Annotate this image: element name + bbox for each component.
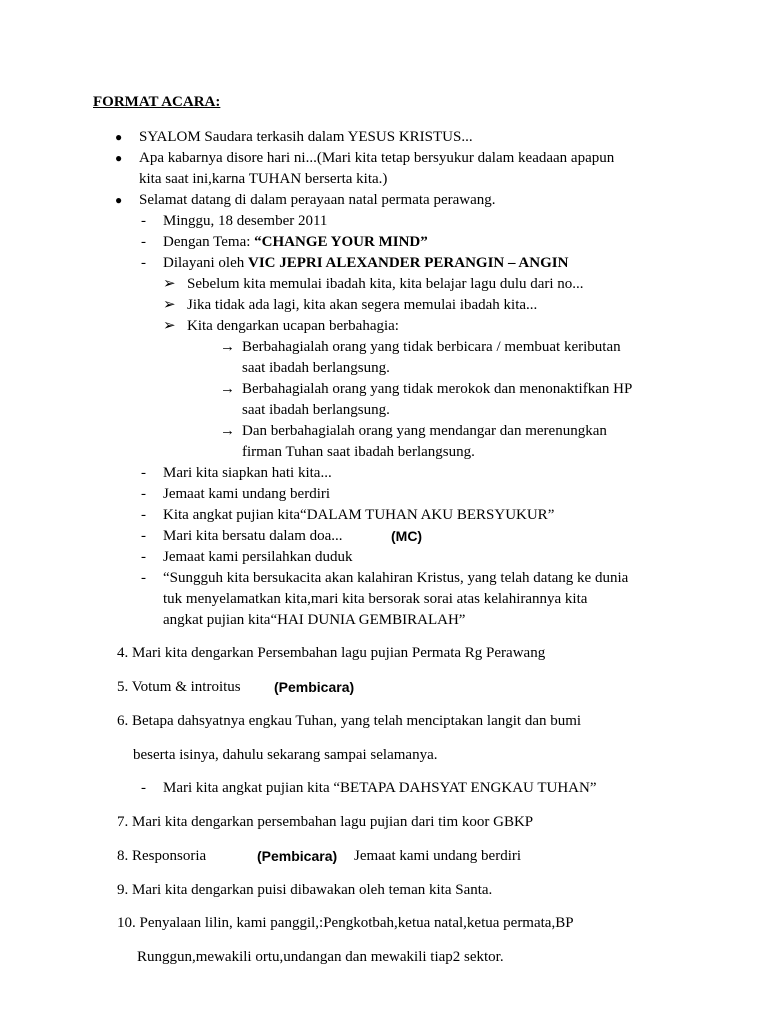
numbered-item: 8. Responsoria [117, 848, 207, 864]
dash-item-continued: tuk menyelamatkan kita,mari kita bersorak sorai atas kelahirannya kita [163, 591, 588, 607]
numbered-item: 5. Votum & introitus [117, 679, 241, 695]
dash-item: “Sungguh kita bersukacita akan kalahiran Kristus, yang telah datang ke dunia [163, 570, 629, 586]
blessing-line: saat ibadah berlangsung. [242, 360, 390, 376]
arrow-head-icon: ➢ [163, 297, 176, 313]
dash-marker: - [141, 255, 146, 271]
bullet-icon: ● [115, 193, 123, 207]
numbered-item: 10. Penyalaan lilin, kami panggil,:Pengkotbah,ketua natal,ketua permata,BP [117, 915, 574, 931]
page-title: FORMAT ACARA: [93, 94, 221, 110]
theme-label: Dengan Tema: [163, 234, 255, 250]
preacher-label: Dilayani oleh [163, 255, 248, 271]
dash-marker: - [141, 465, 146, 481]
speaker-tag: (Pembicara) [274, 679, 355, 695]
dash-marker: - [141, 234, 146, 250]
dash-item: Jemaat kami persilahkan duduk [163, 549, 353, 565]
bullet-item: Selamat datang di dalam perayaan natal permata perawang. [139, 192, 496, 208]
numbered-item: 9. Mari kita dengarkan puisi dibawakan oleh teman kita Santa. [117, 882, 493, 898]
preacher-name: VIC JEPRI ALEXANDER PERANGIN – ANGIN [247, 255, 569, 271]
right-arrow-icon: → [220, 423, 235, 439]
bullet-item-continued: kita saat ini,karna TUHAN berserta kita.) [139, 171, 388, 187]
arrow-item: Jika tidak ada lagi, kita akan segera memulai ibadah kita... [187, 297, 538, 313]
blessing-line: firman Tuhan saat ibadah berlangsung. [242, 444, 475, 460]
blessing-line: Berbahagialah orang yang tidak berbicara / membuat keributan [242, 339, 621, 355]
mc-tag: (MC) [391, 528, 423, 544]
dash-marker: - [141, 213, 146, 229]
dash-marker: - [141, 570, 146, 586]
dash-item: Mari kita siapkan hati kita... [163, 465, 332, 481]
right-arrow-icon: → [220, 339, 235, 355]
numbered-item-tail: Jemaat kami undang berdiri [354, 848, 522, 864]
blessing-line: Berbahagialah orang yang tidak merokok dan menonaktifkan HP [242, 381, 633, 397]
preacher-line [163, 253, 568, 274]
bullet-icon: ● [115, 151, 123, 165]
dash-item: Kita angkat pujian kita“DALAM TUHAN AKU BERSYUKUR” [163, 507, 555, 523]
blessing-line: saat ibadah berlangsung. [242, 402, 390, 418]
event-date: Minggu, 18 desember 2011 [163, 213, 328, 229]
dash-marker: - [141, 507, 146, 523]
right-arrow-icon: → [220, 381, 235, 397]
dash-item: Jemaat kami undang berdiri [163, 486, 331, 502]
arrow-head-icon: ➢ [163, 276, 176, 292]
arrow-item: Kita dengarkan ucapan berbahagia: [187, 318, 399, 334]
dash-marker: - [141, 486, 146, 502]
numbered-item-continued: Runggun,mewakili ortu,undangan dan mewakili tiap2 sektor. [137, 949, 504, 965]
bullet-item: Apa kabarnya disore hari ni...(Mari kita tetap bersyukur dalam keadaan apapun [139, 150, 615, 166]
arrow-head-icon: ➢ [163, 318, 176, 334]
theme-line [163, 232, 428, 253]
dash-marker: - [141, 528, 146, 544]
dash-item-continued: angkat pujian kita“HAI DUNIA GEMBIRALAH” [163, 612, 466, 628]
bullet-icon: ● [115, 130, 123, 144]
numbered-item-continued: beserta isinya, dahulu sekarang sampai selamanya. [133, 747, 438, 763]
dash-marker: - [141, 780, 146, 796]
arrow-item: Sebelum kita memulai ibadah kita, kita belajar lagu dulu dari no... [187, 276, 584, 292]
numbered-item: 4. Mari kita dengarkan Persembahan lagu pujian Permata Rg Perawang [117, 645, 546, 661]
dash-item: Mari kita angkat pujian kita “BETAPA DAHSYAT ENGKAU TUHAN” [163, 780, 597, 796]
speaker-tag: (Pembicara) [257, 848, 338, 864]
dash-item: Mari kita bersatu dalam doa... [163, 528, 343, 544]
numbered-item: 6. Betapa dahsyatnya engkau Tuhan, yang telah menciptakan langit dan bumi [117, 713, 582, 729]
dash-marker: - [141, 549, 146, 565]
numbered-item: 7. Mari kita dengarkan persembahan lagu pujian dari tim koor GBKP [117, 814, 534, 830]
theme-title: “CHANGE YOUR MIND” [254, 234, 428, 250]
blessing-line: Dan berbahagialah orang yang mendangar dan merenungkan [242, 423, 607, 439]
bullet-item: SYALOM Saudara terkasih dalam YESUS KRISTUS... [139, 129, 473, 145]
